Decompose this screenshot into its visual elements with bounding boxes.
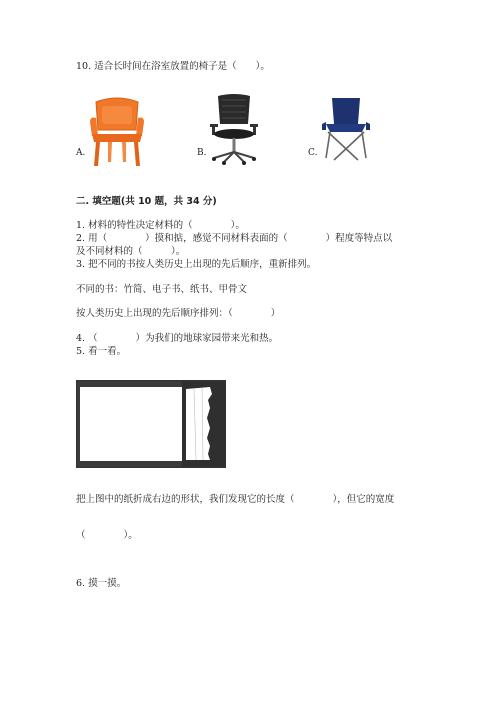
q6-text: 6. 摸一摸。 [76, 578, 127, 589]
q3-books: 不同的书：竹简、电子书、纸书、甲骨文 [76, 284, 248, 295]
q5-text-line2: （ ）。 [76, 530, 138, 541]
q1-text: 1. 材料的特性决定材料的（ ）。 [76, 220, 245, 231]
q10-stem: 10. 适合长时间在浴室放置的椅子是（ ）。 [76, 61, 270, 72]
option-b-label: B. [197, 148, 207, 158]
q2-text-line1: 2. 用（ ）摸和掂，感觉不同材料表面的（ ）程度等特点以 [76, 233, 393, 244]
q4-text: 4. （ ）为我们的地球家园带来光和热。 [76, 333, 279, 344]
q5-stem: 5. 看一看。 [76, 346, 127, 357]
section-heading: 二. 填空题(共 10 题，共 34 分) [76, 196, 217, 207]
orange-plastic-chair-image [86, 96, 148, 171]
folded-paper-figure [76, 380, 226, 468]
q3-stem: 3. 把不同的书按人类历史上出现的先后顺序，重新排列。 [76, 259, 317, 270]
q3-order: 按人类历史上出现的先后顺序排列：（ ） [76, 308, 281, 319]
folding-camp-chair-image [318, 96, 374, 165]
option-c-label: C. [308, 148, 318, 158]
q2-text-line2: 及不同材料的（ ）。 [76, 246, 186, 257]
black-office-chair-image [206, 94, 262, 169]
q5-text-line1: 把上图中的纸折成右边的形状，我们发现它的长度（ ），但它的宽度 [76, 494, 395, 505]
option-a-label: A. [76, 148, 86, 158]
